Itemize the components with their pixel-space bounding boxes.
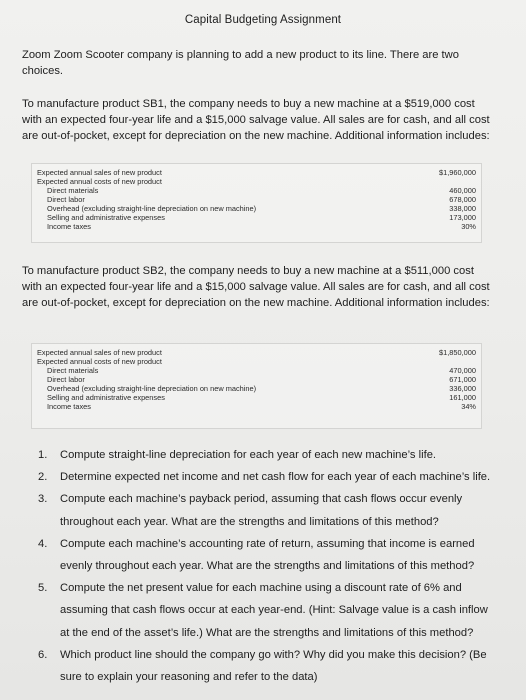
table-row [37,367,476,376]
question-number: 6. [38,648,48,661]
row-label: Expected annual sales of new product [37,168,162,177]
sb1-cost-table [31,163,482,243]
question-number: 3. [38,493,48,506]
row-label: Direct materials [47,186,99,195]
row-label: Expected annual costs of new product [37,177,162,186]
row-label: Income taxes [47,222,91,231]
row-value: 671,000 [449,375,476,384]
question-number: 2. [38,471,48,484]
question-text: Determine expected net income and net cash flow for each year of each machine’s life. [60,471,491,484]
row-label: Overhead (excluding straight-line depreciation on new machine) [47,384,257,393]
table-row [37,178,476,187]
list-item [38,466,498,488]
list-item [38,533,498,577]
table-row [37,223,476,232]
row-value: 460,000 [449,186,476,195]
row-label: Direct materials [47,366,99,375]
row-label: Direct labor [47,195,85,204]
table-row [37,403,476,412]
list-item [38,488,498,532]
question-text: Which product line should the company go with? Why did you make this decision? (Be sure to explain your reasoning and refer to the data) [60,648,487,684]
row-label: Expected annual costs of new product [37,357,162,366]
sb2-paragraph: To manufacture product SB2, the company needs to buy a new machine at a $511,000 cost with an expected four-year life and a $15,000 salvage value. All sales are for cash, and all cost are out-of-pocket, except for depreciation on the new machine. Additional information includes: [22,265,490,309]
row-value: 173,000 [449,213,476,222]
row-value: 336,000 [449,384,476,393]
row-label: Expected annual sales of new product [37,348,162,357]
row-label: Selling and administrative expenses [47,213,165,222]
question-text: Compute straight-line depreciation for each year of each new machine’s life. [60,449,437,461]
row-value: 470,000 [449,366,476,375]
row-value: 34% [461,402,476,411]
table-row [37,214,476,223]
table-row [37,187,476,196]
row-value: 678,000 [449,195,476,204]
row-label: Overhead (excluding straight-line depreciation on new machine) [47,204,257,213]
row-value: $1,850,000 [439,348,476,357]
question-text: Compute the net present value for each machine using a discount rate of 6% and assuming that cash flows occur at each year-end. (Hint: Salvage value is a cash inflow at the end of the asset’s life.) What are the strengths and limitations of this method? [60,582,488,639]
row-label: Selling and administrative expenses [47,393,165,402]
list-item [38,444,498,466]
question-text: Compute each machine’s payback period, assuming that cash flows occur evenly throughout each year. What are the strengths and limitations of this method? [60,493,463,528]
row-label: Income taxes [47,402,91,411]
question-number: 4. [38,537,48,550]
question-number: 1. [38,449,48,461]
question-list [38,444,498,688]
row-label: Direct labor [47,375,85,384]
row-value: 161,000 [449,393,476,402]
question-number: 5. [38,582,48,595]
row-value: $1,960,000 [439,168,476,177]
intro-paragraph: Zoom Zoom Scooter company is planning to add a new product to its line. There are two choices. [22,49,459,77]
document-title: Capital Budgeting Assignment [184,14,342,26]
sb2-cost-table [31,343,482,429]
row-value: 30% [461,222,476,231]
row-value: 338,000 [449,204,476,213]
question-text: Compute each machine’s accounting rate of return, assuming that income is earned evenly throughout each year. What are the strengths and limitations of this method? [60,537,475,573]
table-row [37,358,476,367]
list-item [38,577,498,644]
table-row [37,394,476,403]
list-item [38,644,498,688]
sb1-paragraph: To manufacture product SB1, the company needs to buy a new machine at a $519,000 cost with an expected four-year life and a $15,000 salvage value. All sales are for cash, and all cost are out-of-pocket, except for depreciation on the new machine. Additional information includes: [22,98,490,142]
